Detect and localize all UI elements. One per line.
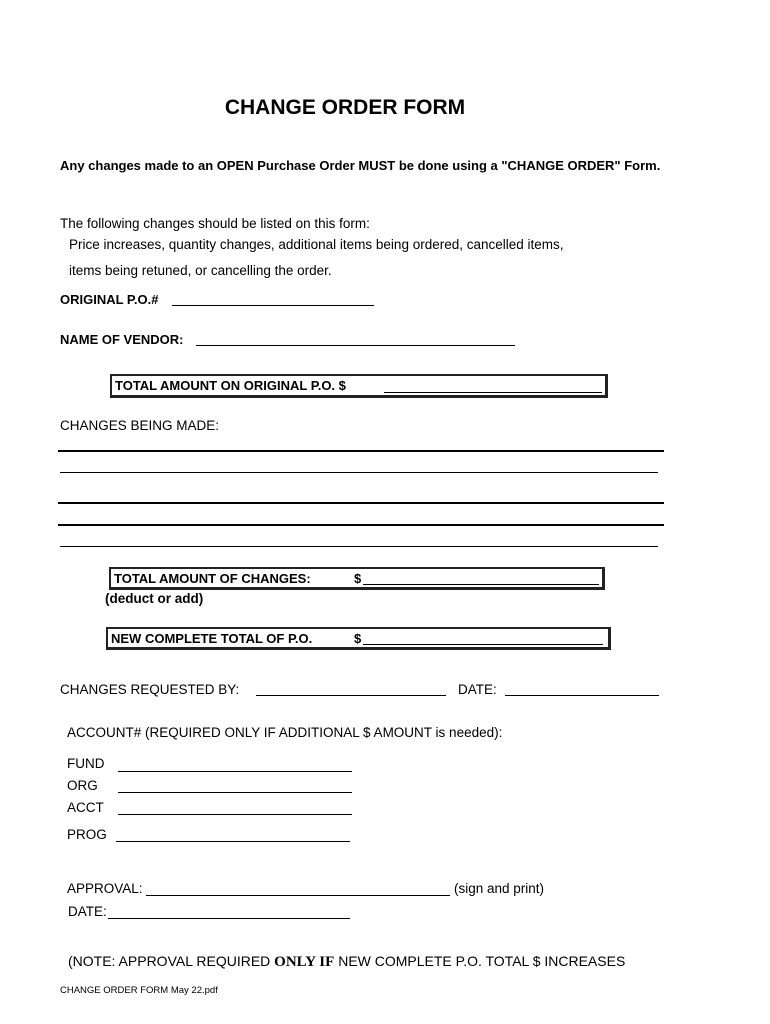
fund-field[interactable] (118, 771, 352, 772)
org-label: ORG (67, 778, 98, 793)
instructions-line-1: Price increases, quantity changes, additional items being ordered, cancelled items, (69, 237, 564, 252)
changes-label: CHANGES BEING MADE: (60, 418, 220, 433)
note-suffix: NEW COMPLETE P.O. TOTAL $ INCREASES (338, 953, 626, 969)
approval-date-field[interactable] (108, 918, 350, 919)
note-emphasis: ONLY IF (274, 954, 335, 970)
prog-field[interactable] (116, 841, 350, 842)
requested-by-label: CHANGES REQUESTED BY: (60, 682, 240, 697)
approval-sign-note: (sign and print) (454, 881, 545, 896)
page-title: CHANGE ORDER FORM (224, 96, 466, 119)
footer-filename: CHANGE ORDER FORM May 22.pdf (60, 985, 218, 996)
acct-field[interactable] (118, 814, 352, 815)
changes-line-5[interactable] (60, 546, 658, 547)
total-original-box (110, 374, 608, 398)
original-po-field[interactable] (172, 305, 374, 306)
approval-note (68, 953, 625, 971)
changes-line-4[interactable] (58, 524, 664, 526)
instructions-line-2: items being retuned, or cancelling the order. (69, 263, 332, 278)
org-field[interactable] (118, 792, 352, 793)
changes-line-2[interactable] (60, 472, 658, 473)
original-po-label: ORIGINAL P.O.# (60, 292, 159, 307)
approval-label: APPROVAL: (67, 881, 143, 896)
note-prefix: (NOTE: APPROVAL REQUIRED (68, 953, 271, 969)
deduct-or-add-note: (deduct or add) (105, 591, 204, 606)
total-original-label: TOTAL AMOUNT ON ORIGINAL P.O. $ (115, 378, 346, 393)
requested-date-label: DATE: (458, 682, 497, 697)
prog-label: PROG (67, 827, 107, 842)
new-total-field[interactable] (363, 644, 603, 645)
total-changes-field[interactable] (363, 584, 599, 585)
changes-line-3[interactable] (58, 502, 664, 504)
total-changes-dollar: $ (354, 571, 362, 586)
requested-date-field[interactable] (505, 695, 659, 696)
account-heading: ACCOUNT# (REQUIRED ONLY IF ADDITIONAL $ AMOUNT is needed): (67, 725, 503, 740)
total-changes-label: TOTAL AMOUNT OF CHANGES: (114, 571, 311, 586)
new-total-box (106, 627, 611, 650)
vendor-label: NAME OF VENDOR: (60, 332, 184, 347)
fund-label: FUND (67, 756, 105, 771)
instructions-lead: The following changes should be listed on this form: (60, 216, 370, 231)
approval-date-label: DATE: (68, 904, 107, 919)
new-total-dollar: $ (354, 631, 362, 646)
new-total-label: NEW COMPLETE TOTAL OF P.O. (111, 631, 313, 646)
requested-by-field[interactable] (256, 695, 446, 696)
intro-notice: Any changes made to an OPEN Purchase Order MUST be done using a "CHANGE ORDER" Form. (60, 158, 661, 173)
vendor-field[interactable] (196, 345, 515, 346)
total-changes-box (109, 567, 605, 590)
acct-label: ACCT (67, 800, 104, 815)
approval-field[interactable] (146, 895, 450, 896)
total-original-field[interactable] (384, 392, 602, 393)
changes-line-1[interactable] (58, 450, 664, 452)
